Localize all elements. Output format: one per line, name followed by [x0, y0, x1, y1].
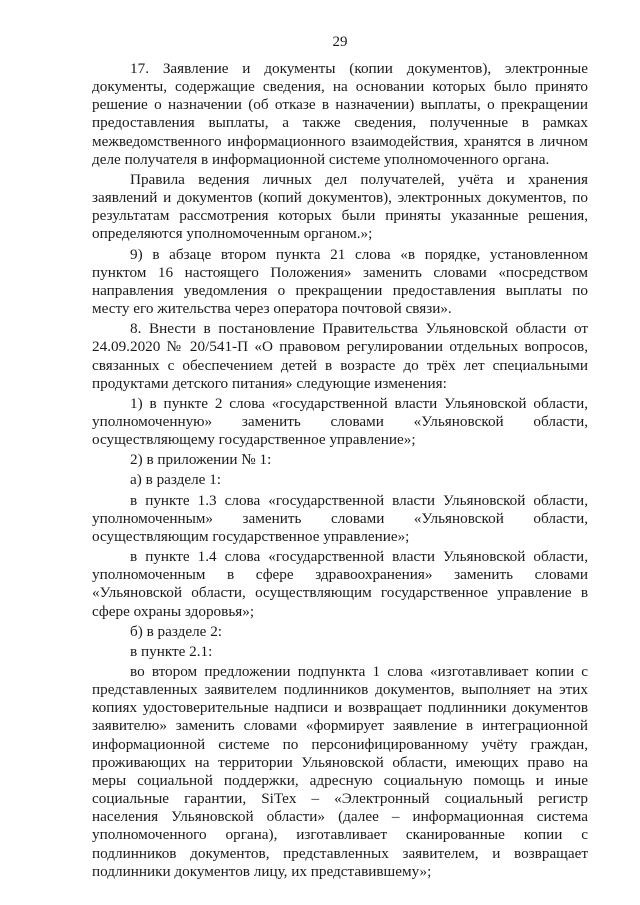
paragraph-point-2-1: в пункте 2.1:	[130, 642, 213, 660]
paragraph-item-2: 2) в приложении № 1:	[130, 451, 272, 469]
paragraph-point-1-3: в пункте 1.3 слова «государственной власти Ульяновской области, уполномоченным» заменить словами «Ульяновской области, осуществляющим государственное управление»;	[92, 491, 588, 545]
paragraph-section-8: 8. Внести в постановление Правительства Ульяновской области от 24.09.2020 № 20/541-П «О правовом регулировании отдельных вопросов, связанных с обеспечением детей в возрасте до трёх лет специальными продуктами детского питания» следующие изменения:	[92, 320, 588, 392]
paragraph-17: 17. Заявление и документы (копии документов), электронные документы, содержащие сведения, на основании которых было принято решение о назначении (об отказе в назначении) выплаты, о прекращении предоставления выплаты, а также сведения, полученные в рамках межведомственного информационного взаимодействия, хранятся в личном деле получателя в информационной системе уполномоченного органа.	[92, 60, 588, 168]
paragraph-rules: Правила ведения личных дел получателей, учёта и хранения заявлений и документов (копий документов), электронных документов, по результатам рассмотрения которых были приняты указанные решения, определяются уполномоченным органом.»;	[92, 170, 588, 243]
paragraph-item-1: 1) в пункте 2 слова «государственной власти Ульяновской области, уполномоченную» заменить словами «Ульяновской области, осуществляющему государственное управление»;	[92, 394, 588, 449]
paragraph-sub-a: а) в разделе 1:	[130, 471, 222, 489]
paragraph-sub-b: б) в разделе 2:	[130, 622, 223, 640]
paragraph-point-1-4: в пункте 1.4 слова «государственной власти Ульяновской области, уполномоченным в сфере здравоохранения» заменить словами «Ульяновской области, осуществляющим государственное управление в сфере охраны здоровья»;	[92, 548, 588, 620]
page-number: 29	[332, 34, 348, 50]
paragraph-second-sentence: во втором предложении подпункта 1 слова «изготавливает копии с представленных заявителем подлинников документов, выполняет на этих копиях удостоверительные надписи и возвращает подлинники документов заявителю» заменить словами «формирует заявление в интеграционной информационной системе по персонифицированному учёту граждан, проживающих на территории Ульяновской области, имеющих право на меры социальной поддержки, адресную социальную помощь и иные социальные гарантии, SiTex – «Электронный социальный регистр населения Ульяновской области» (далее – информационная система уполномоченного органа), изготавливает сканированные копии с подлинников документов, представленных заявителем, и возвращает подлинники документов лицу, их представившему»;	[92, 663, 588, 880]
paragraph-item-9: 9) в абзаце втором пункта 21 слова «в порядке, установленном пунктом 16 настоящего Положения» заменить словами «посредством направления уведомления о прекращении предоставления выплаты по месту его жительства через оператора почтовой связи».	[92, 245, 588, 318]
